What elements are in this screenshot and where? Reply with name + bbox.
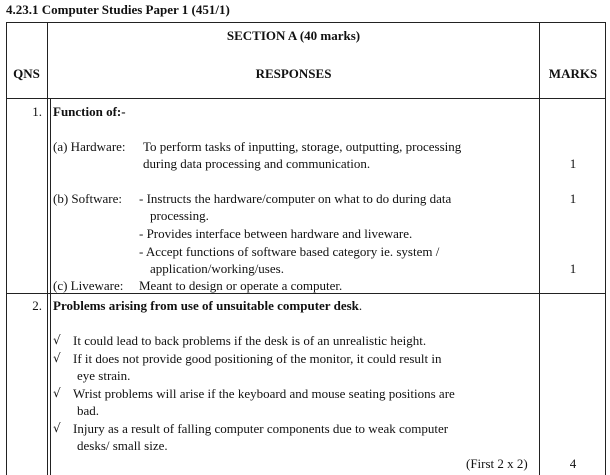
software-label: (b) Software: [53, 191, 122, 206]
mark-value: 1 [569, 191, 577, 206]
header-marks: MARKS [548, 66, 598, 81]
mark-value: 1 [569, 156, 577, 171]
hardware-text-cont: during data processing and communication. [143, 156, 371, 171]
answer-point: If it does not provide good positioning of the monitor, it could result in [73, 351, 442, 366]
mark-value: 1 [569, 261, 577, 276]
check-icon: √ [53, 351, 61, 365]
column-divider-qns [47, 22, 48, 475]
header-qns: QNS [13, 66, 40, 81]
software-point-cont: application/working/uses. [150, 261, 284, 276]
header-responses: RESPONSES [255, 66, 332, 81]
question-number: 2. [32, 298, 42, 313]
column-divider-marks [539, 22, 540, 475]
scoring-note: (First 2 x 2) [466, 456, 528, 471]
table-border-right [605, 22, 606, 475]
check-icon: √ [53, 421, 61, 435]
mark-value: 4 [569, 456, 577, 471]
answer-point: Injury as a result of falling computer components due to weak computer [73, 421, 449, 436]
answer-point-cont: bad. [77, 403, 100, 418]
software-point: - Provides interface between hardware and liveware. [139, 226, 413, 241]
table-border-left [6, 22, 7, 475]
document-title: 4.23.1 Computer Studies Paper 1 (451/1) [6, 2, 230, 17]
liveware-label: (c) Liveware: [53, 278, 124, 293]
question-heading-text: Problems arising from use of unsuitable computer desk [53, 298, 359, 313]
liveware-text: Meant to design or operate a computer. [139, 278, 343, 293]
answer-point: Wrist problems will arise if the keyboard and mouse seating positions are [73, 386, 455, 401]
software-point: - Accept functions of software based category ie. system / [139, 244, 440, 259]
question-heading-period: . [358, 298, 363, 313]
software-point: - Instructs the hardware/computer on what to do during data [139, 191, 452, 206]
question-heading [53, 297, 362, 314]
hardware-text: To perform tasks of inputting, storage, outputting, processing [143, 139, 462, 154]
check-icon: √ [53, 333, 61, 347]
column-double-rule [50, 98, 51, 475]
answer-point-cont: eye strain. [77, 368, 131, 383]
table-header-divider [6, 98, 606, 99]
table-border-top [6, 22, 606, 23]
question-number: 1. [32, 104, 42, 119]
section-heading: SECTION A (40 marks) [226, 28, 361, 43]
check-icon: √ [53, 386, 61, 400]
answer-point: It could lead to back problems if the desk is of an unrealistic height. [73, 333, 427, 348]
answer-point-cont: desks/ small size. [77, 438, 168, 453]
hardware-label: (a) Hardware: [53, 139, 126, 154]
question-heading: Function of:- [53, 104, 126, 119]
software-point-cont: processing. [150, 208, 209, 223]
